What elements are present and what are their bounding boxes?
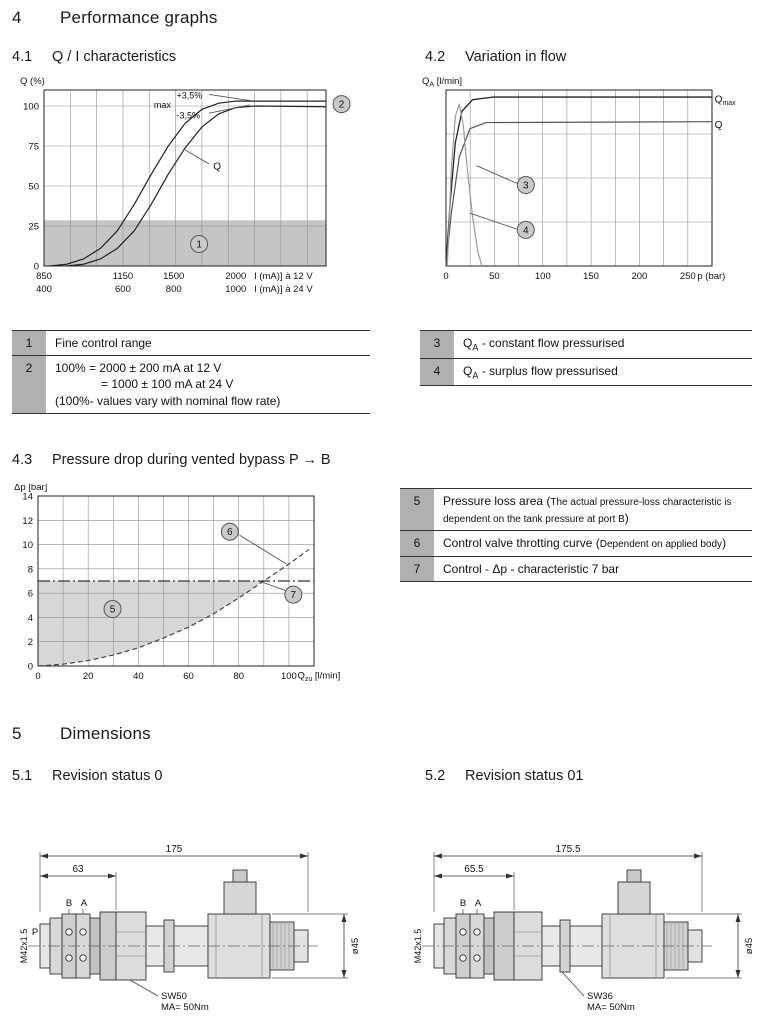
section-5-heading <box>12 724 151 744</box>
svg-text:100: 100 <box>23 101 39 113</box>
section-5-1-number: 5.1 <box>12 768 33 784</box>
svg-text:Q: Q <box>714 120 723 132</box>
legend-key: 3 <box>420 331 454 358</box>
svg-text:4: 4 <box>27 612 33 624</box>
valve-body <box>434 870 702 980</box>
legend-dp <box>400 488 752 582</box>
section-5-2-heading <box>425 768 583 784</box>
port-a-label: A <box>474 898 482 909</box>
svg-text:8: 8 <box>27 564 33 576</box>
legend-key: 5 <box>400 489 434 530</box>
section-4-1-heading <box>12 49 176 65</box>
legend-text: $Q_A$ - surplus flow pressurised <box>463 363 618 380</box>
connector <box>224 882 256 914</box>
svg-text:Qmax: $Q_{max}$ <box>714 94 736 108</box>
partial-length-label: 63 <box>72 864 84 875</box>
svg-text:12: 12 <box>22 515 33 527</box>
thread-label: M42x1.5 <box>413 928 423 964</box>
legend-text: Pressure loss area (The actual pressure-loss characteristic is dependent on the tank pressure at port B) <box>443 494 732 525</box>
torque-label: MA= 50Nm <box>161 1002 209 1013</box>
connector <box>618 882 650 914</box>
section-5-2-title: Revision status 01 <box>465 768 584 784</box>
svg-text:100: 100 <box>280 671 297 682</box>
svg-text:1000: 1000 <box>225 284 247 295</box>
legend-row <box>12 355 370 413</box>
svg-text:0: 0 <box>443 271 449 282</box>
svg-text:250: 250 <box>679 271 696 282</box>
svg-text:60: 60 <box>183 671 194 682</box>
flow-variation-chart <box>420 74 758 311</box>
section-4-3-title: Pressure drop during vented bypass P → B <box>52 452 331 468</box>
svg-text:10: 10 <box>22 540 33 552</box>
svg-text:0: 0 <box>35 671 41 682</box>
port-a-label: A <box>80 898 88 909</box>
svg-text:p (bar): p (bar) <box>697 271 726 283</box>
svg-text:75: 75 <box>28 141 39 153</box>
legend-key: 7 <box>400 557 434 581</box>
svg-text:40: 40 <box>133 671 144 682</box>
section-4-1-number: 4.1 <box>12 49 33 65</box>
legend-text: Control - Δp - characteristic 7 bar <box>443 561 620 576</box>
svg-text:3: 3 <box>523 180 529 192</box>
svg-text:QA [l/min]: $Q_A$ [l/min] <box>422 76 463 89</box>
section-4-number: 4 <box>12 8 22 27</box>
svg-text:I (mA)] à 24 V: I (mA)] à 24 V <box>254 284 313 296</box>
diameter-label: ø45 <box>744 937 755 955</box>
svg-text:6: 6 <box>227 527 233 539</box>
section-4-2-title: Variation in flow <box>465 49 567 65</box>
legend-key: 6 <box>400 531 434 556</box>
svg-text:5: 5 <box>109 604 116 616</box>
dim-partial <box>40 864 116 910</box>
svg-text:14: 14 <box>22 491 33 503</box>
legend-text: 100% = 2000 ± 200 mA at 12 V = 1000 ± 100 mA at 24 V (100%- values vary with nominal flow rate) <box>55 361 281 408</box>
svg-text:I (mA)] à 12 V: I (mA)] à 12 V <box>254 271 313 283</box>
section-4-3-heading <box>12 452 331 468</box>
section-4-heading <box>12 8 218 28</box>
svg-text:Q (%): Q (%) <box>20 76 45 87</box>
svg-text:2: 2 <box>27 637 33 649</box>
svg-text:2000: 2000 <box>225 271 247 282</box>
section-4-3-number: 4.3 <box>12 452 33 468</box>
dimension-drawing-rev01 <box>412 828 763 1025</box>
legend-text: $Q_A$ - constant flow pressurised <box>463 336 625 353</box>
svg-text:25: 25 <box>28 221 39 233</box>
diameter-label: ø45 <box>350 937 361 955</box>
svg-text:+3,5%: +3,5% <box>176 90 203 101</box>
wrench-size-label: SW50 <box>161 991 187 1002</box>
section-5-number: 5 <box>12 724 22 743</box>
port-b-label: B <box>65 898 73 909</box>
svg-text:50: 50 <box>489 271 500 282</box>
svg-text:1: 1 <box>196 239 202 251</box>
pressure-drop-chart <box>8 484 353 703</box>
svg-text:0: 0 <box>27 661 33 673</box>
section-4-2-heading <box>425 49 566 65</box>
svg-text:Δp [bar]: Δp [bar] <box>14 484 48 493</box>
svg-text:-3,5%: -3,5% <box>176 110 201 121</box>
svg-text:6: 6 <box>27 588 33 600</box>
qi-characteristics-chart <box>8 74 360 311</box>
overall-length-label: 175.5 <box>555 844 581 855</box>
valve-body <box>40 870 308 980</box>
port-p-label: P <box>31 927 39 938</box>
section-5-title: Dimensions <box>60 724 151 743</box>
svg-text:4: 4 <box>523 225 529 237</box>
section-5-1-heading <box>12 768 162 784</box>
svg-text:50: 50 <box>28 181 39 193</box>
section-5-2-number: 5.2 <box>425 768 446 784</box>
section-4-1-title: Q / I characteristics <box>52 49 177 65</box>
svg-text:1150: 1150 <box>112 271 134 282</box>
svg-text:200: 200 <box>631 271 648 282</box>
svg-text:max: max <box>153 99 171 110</box>
legend-row <box>12 330 370 355</box>
svg-text:Q: Q <box>213 161 221 173</box>
svg-text:2: 2 <box>338 99 345 111</box>
partial-length-label: 65.5 <box>464 864 484 875</box>
svg-text:1500: 1500 <box>163 271 185 282</box>
legend-key: 1 <box>12 331 46 355</box>
svg-text:600: 600 <box>115 284 131 295</box>
svg-text:20: 20 <box>82 671 94 682</box>
svg-text:100: 100 <box>534 271 551 282</box>
legend-qi <box>12 330 370 414</box>
svg-text:850: 850 <box>36 271 52 282</box>
legend-row <box>420 330 752 358</box>
svg-text:7: 7 <box>290 590 297 602</box>
torque-label: MA= 50Nm <box>587 1002 635 1013</box>
port-b-label: B <box>459 898 467 909</box>
wrench-callout <box>130 980 209 1013</box>
legend-text: Fine control range <box>55 336 152 350</box>
legend-key: 4 <box>420 359 454 386</box>
legend-row <box>400 556 752 581</box>
thread-label: M42x1.5 <box>19 928 29 964</box>
svg-text:80: 80 <box>233 671 245 682</box>
svg-text:Qzu [l/min]: $Q_{zu}$ [l/min] <box>297 670 341 684</box>
wrench-size-label: SW36 <box>587 991 613 1002</box>
legend-row <box>420 358 752 386</box>
section-4-title: Performance graphs <box>60 8 218 27</box>
svg-text:800: 800 <box>165 284 182 295</box>
legend-row <box>400 488 752 530</box>
legend-flow <box>420 330 752 386</box>
overall-length-label: 175 <box>165 844 183 855</box>
legend-key: 2 <box>12 356 46 413</box>
svg-text:0: 0 <box>33 261 39 273</box>
legend-row <box>400 530 752 556</box>
dimension-drawing-rev0 <box>18 828 370 1025</box>
svg-text:400: 400 <box>36 284 52 295</box>
legend-text: Control valve throtting curve (Dependent on applied body) <box>443 536 727 550</box>
svg-text:150: 150 <box>583 271 599 282</box>
section-4-2-number: 4.2 <box>425 49 446 65</box>
section-5-1-title: Revision status 0 <box>52 768 163 784</box>
